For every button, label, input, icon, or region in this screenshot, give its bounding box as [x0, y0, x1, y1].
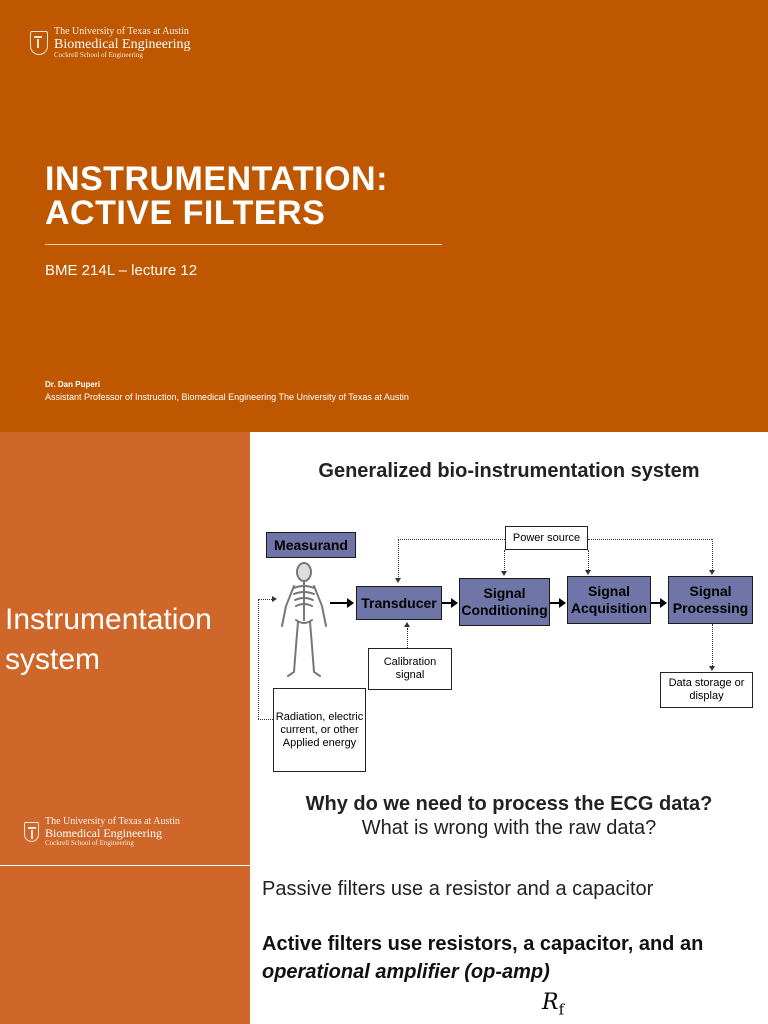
transducer-to-conditioning-arrow: [442, 602, 454, 604]
ecg-question: [250, 792, 768, 840]
logo-university: The University of Texas at Austin: [45, 816, 180, 827]
slide-sidebar: [0, 866, 250, 1024]
acquisition-to-processing-arrow: [651, 602, 663, 604]
slide-title-line2: ACTIVE FILTERS: [45, 194, 326, 232]
data-storage-label: Data storage or display: [668, 677, 745, 702]
signal-processing-label: Signal Processing: [672, 583, 749, 616]
energy-line-vertical: [258, 599, 259, 719]
instrumentation-system-slide: [0, 432, 768, 865]
signal-acquisition-label: Signal Acquisition: [570, 583, 648, 616]
logo-university: The University of Texas at Austin: [54, 26, 189, 37]
transducer-label: Transducer: [361, 594, 437, 611]
author-affiliation: Assistant Professor of Instruction, Biomedical Engineering The University of Texas at Austin: [45, 392, 409, 402]
op-amp-emphasis: operational amplifier (op-amp): [262, 961, 550, 983]
conditioning-to-acquisition-arrow: [550, 602, 562, 604]
logo-department: Biomedical Engineering: [54, 37, 191, 52]
title-divider: [45, 244, 442, 245]
power-drop-processing: [712, 539, 713, 570]
power-line-left: [398, 539, 505, 540]
ut-shield-icon: [30, 31, 48, 55]
logo-school: Cockrell School of Engineering: [45, 839, 134, 848]
processing-to-storage-line: [712, 624, 713, 666]
power-arrow-transducer: [395, 578, 401, 583]
power-line-right: [588, 539, 712, 540]
ut-shield-icon: [24, 822, 39, 842]
signal-conditioning-block: [459, 578, 550, 626]
author-name: Dr. Dan Puperi: [45, 380, 101, 389]
calibration-signal-box: [368, 648, 452, 690]
data-storage-box: [660, 672, 753, 708]
calibration-arrow: [404, 622, 410, 627]
active-filters-text-plain: Active filters use resistors, a capacitor, and an: [262, 933, 704, 955]
power-drop-conditioning: [504, 550, 505, 572]
slide-title-line1: INSTRUMENTATION:: [45, 160, 388, 198]
power-arrow-conditioning: [501, 571, 507, 576]
ecg-question-main: Why do we need to process the ECG data?: [305, 793, 713, 815]
active-filters-text: [262, 930, 752, 986]
ecg-question-sub: What is wrong with the raw data?: [361, 817, 657, 839]
logo-school: Cockrell School of Engineering: [54, 51, 143, 60]
slide-title: [45, 162, 645, 230]
power-drop-acquisition: [588, 550, 589, 570]
calibration-signal-label: Calibration signal: [383, 656, 437, 681]
energy-arrow: [272, 596, 277, 602]
diagram-title: Generalized bio-instrumentation system: [318, 460, 700, 482]
title-slide: [0, 0, 768, 432]
ut-bme-logo-small: [24, 816, 180, 848]
power-drop-transducer: [398, 539, 399, 579]
energy-line-top: [258, 599, 272, 600]
skeleton-icon: [274, 562, 334, 678]
power-source-label: Power source: [512, 531, 581, 544]
signal-conditioning-label: Signal Conditioning: [461, 585, 548, 618]
power-arrow-acquisition: [585, 570, 591, 575]
slide-subtitle: BME 214L – lecture 12: [45, 262, 198, 279]
signal-acquisition-block: [567, 576, 651, 624]
measurand-label: Measurand: [274, 536, 348, 553]
power-source-box: [505, 526, 588, 550]
passive-filters-text: Passive filters use a resistor and a capacitor: [262, 878, 654, 900]
applied-energy-box: [273, 688, 366, 772]
logo-department: Biomedical Engineering: [45, 826, 162, 840]
signal-processing-block: [668, 576, 753, 624]
feedback-resistor-symbol: $R_f$: [542, 990, 565, 1019]
measurand-to-transducer-arrow: [330, 602, 350, 604]
energy-line-bottom: [258, 719, 273, 720]
sidebar-title: Instrumentation system: [5, 603, 212, 676]
transducer-block: [356, 586, 442, 620]
processing-to-storage-arrow: [709, 666, 715, 671]
calibration-line: [407, 628, 408, 648]
power-arrow-processing: [709, 570, 715, 575]
applied-energy-label: Radiation, electric current, or other Applied energy: [275, 710, 364, 749]
ut-bme-logo: [30, 26, 190, 60]
slide-sidebar: [0, 432, 250, 865]
active-filters-slide: [0, 866, 768, 1024]
measurand-block: [266, 532, 356, 558]
